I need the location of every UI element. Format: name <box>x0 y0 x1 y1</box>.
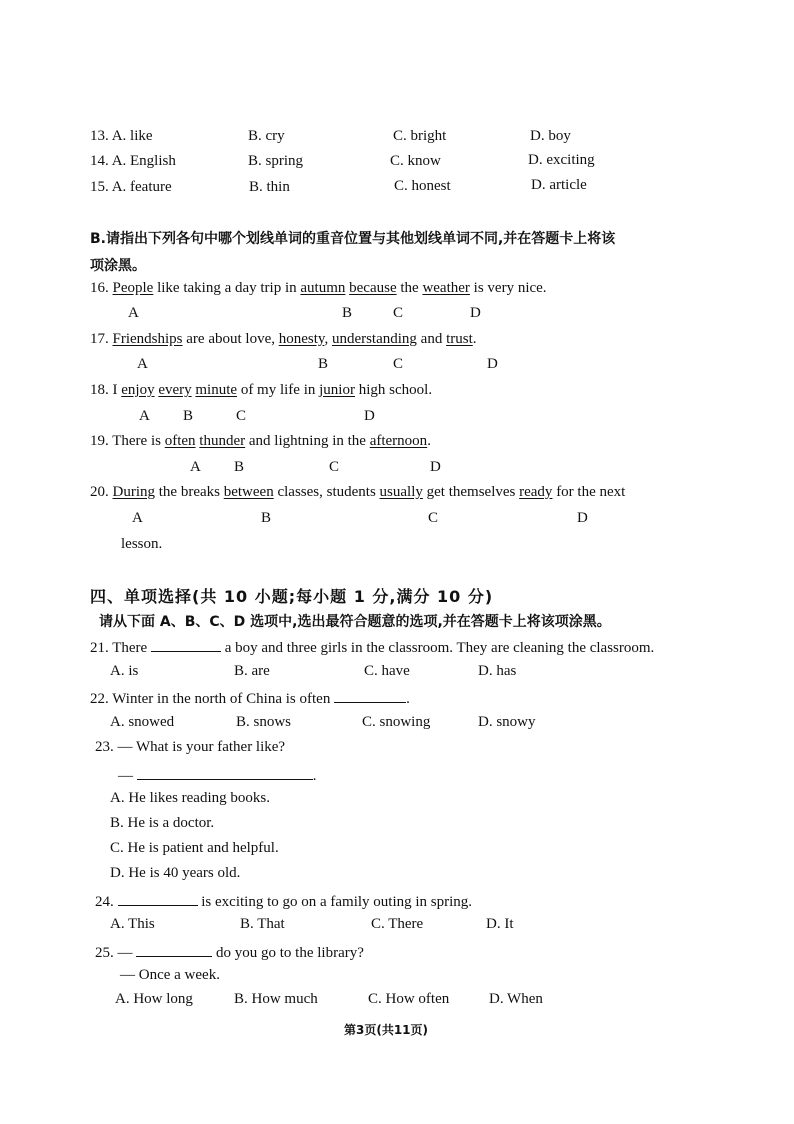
question-text: . <box>406 691 410 707</box>
option-a: A. feature <box>111 179 172 195</box>
question-20 <box>90 484 625 501</box>
answer-blank <box>137 765 313 780</box>
underlined-word-b: thunder <box>199 433 246 449</box>
underlined-word-a: People <box>112 280 154 296</box>
question-text: — What is your father like? <box>117 739 286 755</box>
sentence-text: are about love, <box>182 331 279 347</box>
question-text: is exciting to go on a family outing in spring. <box>201 894 473 910</box>
letter-d: D <box>364 408 375 424</box>
question-number: 20. <box>90 484 109 500</box>
underlined-word-c: because <box>349 280 397 296</box>
answer-blank <box>334 688 406 703</box>
sentence-text: and <box>416 331 447 347</box>
question-text: There <box>112 640 148 656</box>
dialogue-dash: — <box>118 768 133 784</box>
option-a: A. How long <box>115 991 193 1007</box>
option-d: D. snowy <box>478 714 536 730</box>
answer-blank <box>118 891 198 906</box>
underlined-word-a: During <box>112 484 155 500</box>
sentence-text: I <box>112 382 122 398</box>
section-4-instruction: 请从下面 A、B、C、D 选项中,选出最符合题意的选项,并在答题卡上将该项涂黑。 <box>99 614 611 630</box>
question-text: do you go to the library? <box>216 945 364 961</box>
answer-blank <box>136 942 212 957</box>
question-16 <box>90 280 547 297</box>
underlined-word-c: usually <box>379 484 423 500</box>
question-text: a boy and three girls in the classroom. They are cleaning the classroom. <box>224 640 655 656</box>
option-b: B. thin <box>249 179 290 195</box>
letter-c: C <box>236 408 247 424</box>
letter-d: D <box>577 510 588 526</box>
underlined-word-a: often <box>164 433 196 449</box>
underlined-word-d: junior <box>319 382 355 398</box>
question-25 <box>95 942 364 962</box>
option-d: D. When <box>489 991 543 1007</box>
option-d: D. has <box>478 663 517 679</box>
dialogue-dash: — <box>117 945 133 961</box>
sentence-text: like taking a day trip in <box>153 280 301 296</box>
underlined-word-b: honesty <box>278 331 325 347</box>
sentence-text: classes, students <box>273 484 380 500</box>
underlined-word-b: every <box>158 382 192 398</box>
underlined-word-a: enjoy <box>121 382 155 398</box>
option-a: A. This <box>110 916 155 932</box>
section-b-instruction-cont: 项涂黑。 <box>90 258 146 274</box>
underlined-word-b: between <box>223 484 274 500</box>
letter-d: D <box>487 356 498 372</box>
option-b: B. spring <box>248 153 304 169</box>
letter-a: A <box>190 459 201 475</box>
question-number: 17. <box>90 331 109 347</box>
sentence-text: and lightning in the <box>245 433 370 449</box>
underlined-word-d: weather <box>422 280 470 296</box>
question-number: 16. <box>90 280 109 296</box>
question-21 <box>90 637 654 657</box>
question-number: 13. <box>90 128 109 144</box>
letter-b: B <box>261 510 272 526</box>
option-a: A. is <box>110 663 139 679</box>
question-number: 22. <box>90 691 109 707</box>
option-b: B. are <box>234 663 270 679</box>
option-b: B. How much <box>234 991 318 1007</box>
underlined-word-c: minute <box>195 382 238 398</box>
option-c: C. have <box>364 663 410 679</box>
answer-blank <box>151 637 221 652</box>
option-c: C. honest <box>394 178 451 194</box>
question-number: 19. <box>90 433 109 449</box>
letter-b: B <box>318 356 329 372</box>
letter-a: A <box>139 408 150 424</box>
option-d: D. article <box>531 177 587 193</box>
question-19 <box>90 433 431 450</box>
question-20-continuation: lesson. <box>121 536 163 552</box>
sentence-text: the breaks <box>155 484 224 500</box>
underlined-word-c: understanding <box>331 331 417 347</box>
option-a: A. He likes reading books. <box>110 790 270 806</box>
question-25-reply: — Once a week. <box>120 967 220 983</box>
question-23 <box>95 739 285 756</box>
sentence-text: is very nice. <box>469 280 547 296</box>
question-number: 21. <box>90 640 109 656</box>
letter-c: C <box>393 305 404 321</box>
letter-b: B <box>183 408 194 424</box>
question-text: Winter in the north of China is often <box>112 691 331 707</box>
question-number: 24. <box>95 894 114 910</box>
letter-b: B <box>342 305 353 321</box>
question-number: 18. <box>90 382 109 398</box>
letter-a: A <box>137 356 148 372</box>
question-22 <box>90 688 410 708</box>
option-c: C. How often <box>368 991 450 1007</box>
underlined-word-d: trust <box>446 331 473 347</box>
option-b: B. snows <box>236 714 292 730</box>
section-b-instruction: B.请指出下列各句中哪个划线单词的重音位置与其他划线单词不同,并在答题卡上将该 <box>90 231 616 247</box>
question-14 <box>90 153 176 170</box>
option-d: D. He is 40 years old. <box>110 865 241 881</box>
option-d: D. exciting <box>528 152 595 168</box>
question-number: 15. <box>90 179 109 195</box>
option-a: A. snowed <box>110 714 175 730</box>
option-c: C. snowing <box>362 714 431 730</box>
option-d: D. It <box>486 916 514 932</box>
option-d: D. boy <box>530 128 571 144</box>
question-number: 25. <box>95 945 114 961</box>
letter-c: C <box>393 356 404 372</box>
question-15 <box>90 179 172 196</box>
question-number: 23. <box>95 739 114 755</box>
question-18 <box>90 382 432 399</box>
sentence-text: high school. <box>354 382 433 398</box>
letter-d: D <box>470 305 481 321</box>
letter-c: C <box>428 510 439 526</box>
option-b: B. He is a doctor. <box>110 815 215 831</box>
question-24 <box>95 891 472 911</box>
section-4-title: 四、单项选择(共 10 小题;每小题 1 分,满分 10 分) <box>90 587 494 606</box>
letter-a: A <box>132 510 143 526</box>
sentence-text: . <box>472 331 477 347</box>
letter-d: D <box>430 459 441 475</box>
letter-a: A <box>128 305 139 321</box>
letter-b: B <box>234 459 245 475</box>
underlined-word-b: autumn <box>300 280 346 296</box>
letter-c: C <box>329 459 340 475</box>
option-b: B. cry <box>248 128 285 144</box>
option-c: C. He is patient and helpful. <box>110 840 279 856</box>
underlined-word-c: afternoon <box>369 433 428 449</box>
option-c: C. There <box>371 916 424 932</box>
option-b: B. That <box>240 916 285 932</box>
sentence-text: the <box>396 280 423 296</box>
option-a: A. English <box>111 153 176 169</box>
question-23-answer-line <box>118 765 317 785</box>
question-text: . <box>312 768 317 784</box>
question-17 <box>90 331 477 348</box>
sentence-text: get themselves <box>422 484 520 500</box>
sentence-text: of my life in <box>237 382 320 398</box>
question-number: 14. <box>90 153 109 169</box>
underlined-word-a: Friendships <box>112 331 183 347</box>
option-c: C. bright <box>393 128 447 144</box>
option-c: C. know <box>390 153 441 169</box>
sentence-text: . <box>427 433 431 449</box>
sentence-text: There is <box>112 433 165 449</box>
sentence-text: for the next <box>552 484 626 500</box>
sentence-text: , <box>324 331 332 347</box>
question-13 <box>90 128 153 145</box>
option-a: A. like <box>111 128 153 144</box>
page-footer: 第3页(共11页) <box>344 1023 429 1037</box>
underlined-word-d: ready <box>519 484 553 500</box>
